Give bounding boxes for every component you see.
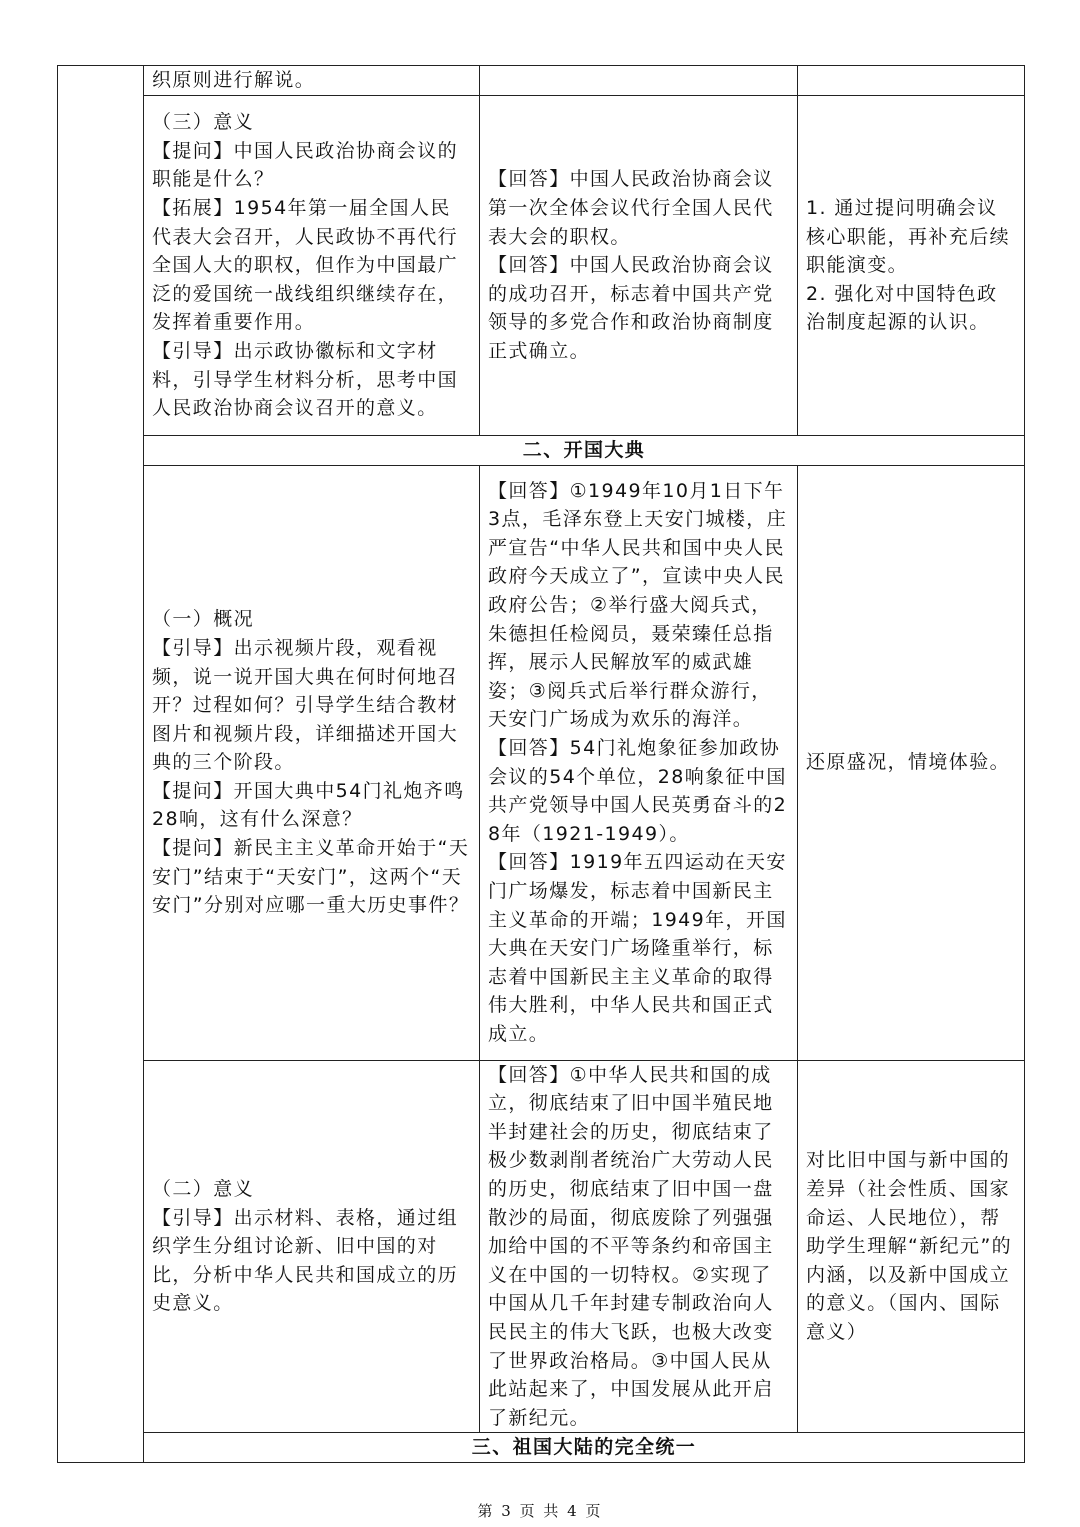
paragraph: 【提问】中国人民政治协商会议的职能是什么？ [152, 139, 459, 191]
section-header-row [58, 436, 1025, 466]
paragraph: 1. 通过提问明确会议核心职能，再补充后续职能演变。 [806, 197, 1011, 277]
paragraph: 【拓展】1954年第一届全国人民代表大会召开，人民政协不再代行全国人大的职权，但作为中国最广泛的爱国统一战线组织继续存在，发挥着重要作用。 [152, 197, 459, 334]
teacher-activity-cell [144, 96, 480, 436]
table-row [58, 465, 1025, 1060]
paragraph: 2. 强化对中国特色政治制度起源的认识。 [806, 282, 998, 334]
paragraph: （二）意义 [152, 1177, 255, 1200]
paragraph: 【回答】1919年五四运动在天安门广场爆发，标志着中国新民主主义革命的开端；1949年，开国大典在天安门广场隆重举行，标志着中国新民主主义革命的取得伟大胜利，中华人民共和国正式成立。 [488, 851, 787, 1045]
design-intent-cell [798, 465, 1025, 1060]
page-footer: 第 3 页 共 4 页 [477, 1502, 603, 1520]
table-row [58, 96, 1025, 436]
stage-column-cell [58, 66, 144, 1463]
design-intent-cell [798, 66, 1025, 96]
section-title: 二、开国大典 [144, 436, 1025, 466]
student-activity-cell [480, 1060, 798, 1433]
paragraph: 【回答】54门礼炮象征参加政协会议的54个单位，28响象征中国共产党领导中国人民英勇奋斗的28年（1921-1949）。 [488, 737, 788, 845]
section-header-row [58, 1433, 1025, 1463]
table-row [58, 66, 1025, 96]
paragraph: 【回答】①中华人民共和国的成立，彻底结束了旧中国半殖民地半封建社会的历史，彻底结束了极少数剥削者统治广大劳动人民的历史，彻底结束了旧中国一盘散沙的局面，彻底废除了列强强加给中国的不平等条约和帝国主义在中国的一切特权。②实现了中国从几千年封建专制政治向人民民主的伟大飞跃，也极大改变了世界政治格局。③中国人民从此站起来了，中国发展从此开启了新纪元。 [488, 1063, 774, 1429]
design-intent-cell [798, 1060, 1025, 1433]
paragraph: 对比旧中国与新中国的差异（社会性质、国家命运、人民地位），帮助学生理解“新纪元”的内涵，以及新中国成立的意义。（国内、国际意义） [806, 1149, 1013, 1343]
lesson-plan-table [57, 65, 1025, 1463]
paragraph: 【引导】出示视频片段，观看视频，说一说开国大典在何时何地召开？过程如何？引导学生结合教材图片和视频片段，详细描述开国大典的三个阶段。 [152, 636, 459, 774]
paragraph: 【提问】新民主主义革命开始于“天安门”结束于“天安门”，这两个“天安门”分别对应哪一重大历史事件？ [152, 837, 470, 917]
table-row [58, 1060, 1025, 1433]
section-title: 三、祖国大陆的完全统一 [144, 1433, 1025, 1463]
student-activity-cell [480, 465, 798, 1060]
paragraph: 【引导】出示政协徽标和文字材料，引导学生材料分析，思考中国人民政治协商会议召开的意义。 [152, 339, 459, 420]
teacher-activity-cell [144, 66, 480, 96]
student-activity-cell [480, 96, 798, 436]
teacher-activity-cell [144, 1060, 480, 1433]
design-intent-cell [798, 96, 1025, 436]
paragraph: （一）概况 [152, 608, 255, 631]
paragraph: 【回答】中国人民政治协商会议的成功召开，标志着中国共产党领导的多党合作和政治协商制度正式确立。 [488, 254, 774, 362]
paragraph: 还原盛况，情境体验。 [806, 751, 1011, 774]
paragraph: 【引导】出示材料、表格，通过组织学生分组讨论新、旧中国的对比，分析中华人民共和国成立的历史意义。 [152, 1206, 459, 1315]
student-activity-cell [480, 66, 798, 96]
paragraph: 【回答】①1949年10月1日下午3点，毛泽东登上天安门城楼，庄严宣告“中华人民共和国中央人民政府今天成立了”，宣读中央人民政府公告；②举行盛大阅兵式，朱德担任检阅员，聂荣臻任总指挥，展示人民解放军的威武雄姿；③阅兵式后举行群众游行，天安门广场成为欢乐的海洋。 [488, 479, 788, 731]
teacher-activity-cell [144, 465, 480, 1060]
paragraph: 【回答】中国人民政治协商会议第一次全体会议代行全国人民代表大会的职权。 [488, 168, 774, 248]
paragraph: 【提问】开国大典中54门礼炮齐鸣28响，这有什么深意？ [152, 779, 465, 831]
paragraph: 织原则进行解说。 [152, 69, 316, 92]
paragraph: （三）意义 [152, 111, 255, 134]
